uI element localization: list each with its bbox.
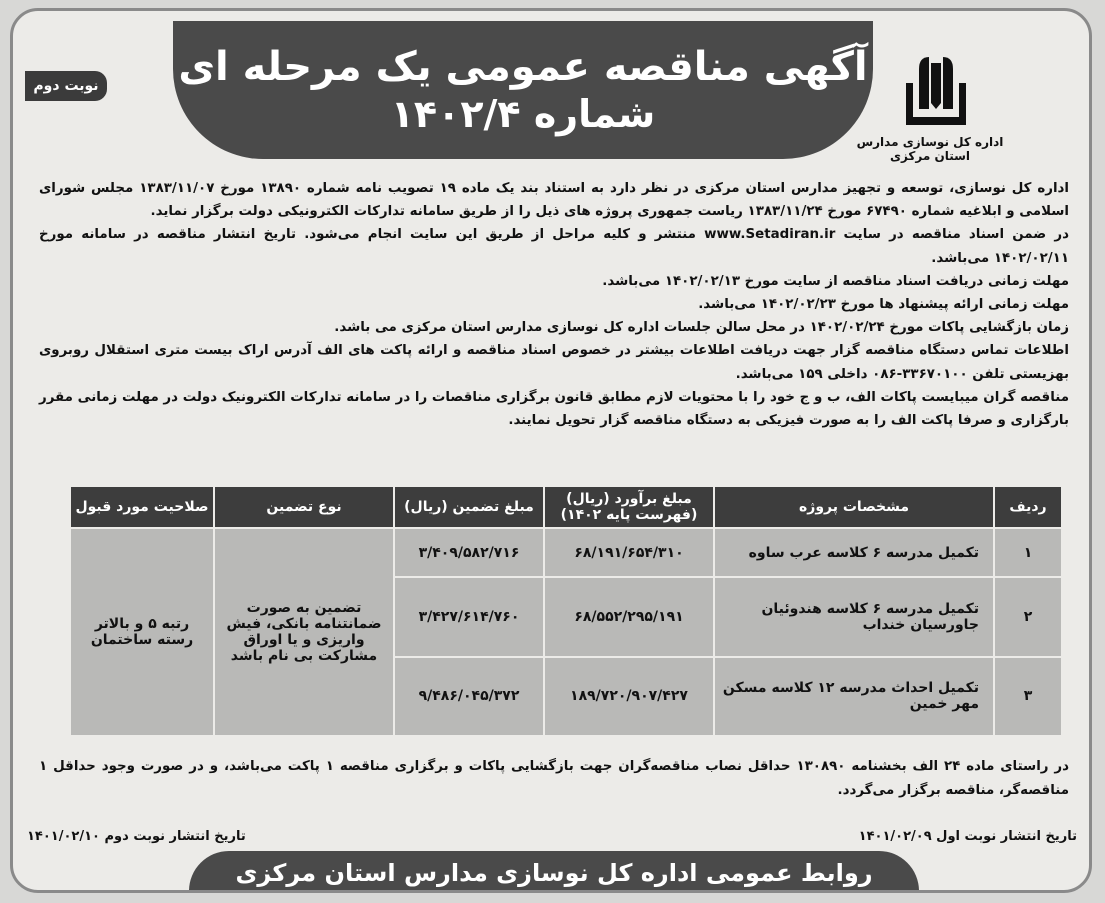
quorum-note: در راستای ماده ۲۴ الف بخشنامه ۱۳۰۸۹۰ حداقل نصاب مناقصه‌گران جهت بازگشایی پاکات و برگزاری مناقصه ۱ پاکت می‌باشد، و در صورت وجود حداقل ۱ مناقصه‌گر، مناقصه برگزار می‌گردد. [39, 759, 1069, 798]
cell-row-number: ۳ [994, 657, 1062, 736]
header-qualification: صلاحیت مورد قبول [70, 486, 214, 528]
paragraph-intro: اداره کل نوسازی، توسعه و تجهیز مدارس استان مرکزی در نظر دارد به استناد بند یک ماده ۱۹ تصویب نامه شماره ۱۳۸۹۰ مورخ ۱۳۸۳/۱۱/۰۷ مجلس شورای اسلامی و ابلاغیه شماره ۶۷۴۹۰ مورخ ۱۳۸۳/۱۱/۲۴ ریاست جمهوری پروژه های ذیل را از طریق سامانه تدارکات الکترونیکی دولت برگزار نماید. [39, 181, 1070, 220]
cell-project: تکمیل مدرسه ۶ کلاسه هندوئیان جاورسیان خنداب [714, 577, 994, 656]
cell-project: تکمیل احداث مدرسه ۱۲ کلاسه مسکن مهر خمین [714, 657, 994, 736]
cell-guarantee-amount: ۳/۴۰۹/۵۸۲/۷۱۶ [394, 528, 544, 577]
tender-table [69, 485, 1063, 737]
header-estimate: مبلغ برآورد (ریال) (فهرست پایه ۱۴۰۲) [544, 486, 714, 528]
paragraph-envelopes: مناقصه گران میبایست پاکات الف، ب و ج خود را با محتویات لازم مطابق قانون برگزاری مناقصات را در سامانه تدارکات الکترونیک دولت در مهلت زمانی مقرر بارگزاری و صرفا پاکت الف را به صورت فیزیکی به دستگاه مناقصه گزار تحویل نمایند. [39, 389, 1069, 429]
cell-guarantee-amount: ۹/۴۸۶/۰۴۵/۳۷۲ [394, 657, 544, 736]
table-row [70, 528, 1062, 577]
footer-public-relations: روابط عمومی اداره کل نوسازی مدارس استان مرکزی [189, 851, 919, 893]
cell-estimate: ۱۸۹/۷۲۰/۹۰۷/۴۲۷ [544, 657, 714, 736]
cell-qualification: رتبه ۵ و بالاتر رسته ساختمان [70, 528, 214, 736]
first-publish-date: تاریخ انتشار نوبت اول ۱۴۰۱/۰۲/۰۹ [858, 829, 1077, 844]
title-banner [173, 21, 873, 159]
organization-logo-icon [901, 53, 971, 131]
paragraph-doc-deadline: مهلت زمانی دریافت اسناد مناقصه از سایت مورخ ۱۴۰۲/۰۲/۱۳ می‌باشد. [602, 273, 1069, 289]
header-guarantee-type: نوع تضمین [214, 486, 394, 528]
organization-name: اداره کل نوسازی مدارس استان مرکزی [856, 135, 1004, 163]
second-publish-date: تاریخ انتشار نوبت دوم ۱۴۰۱/۰۲/۱۰ [27, 829, 246, 844]
header-row-number: ردیف [994, 486, 1062, 528]
paragraph-site: در ضمن اسناد مناقصه در سایت www.Setadiran.ir منتشر و کلیه مراحل از طریق این سایت انجام می‌شود. تاریخ انتشار مناقصه در سامانه مورخ ۱۴۰۲/۰۲/۱۱ می‌باشد. [39, 227, 1069, 266]
cell-row-number: ۲ [994, 577, 1062, 656]
cell-guarantee-type: تضمین به صورت ضمانتنامه بانکی، فیش واریزی و یا اوراق مشارکت بی نام باشد [214, 528, 394, 736]
notice-number: شماره ۱۴۰۲/۴ [390, 92, 656, 136]
cell-project: تکمیل مدرسه ۶ کلاسه عرب ساوه [714, 528, 994, 577]
paragraph-offer-deadline: مهلت زمانی ارائه پیشنهاد ها مورخ ۱۴۰۲/۰۲/۲۳ می‌باشد. [698, 297, 1069, 313]
notice-body [39, 177, 1069, 432]
cell-estimate: ۶۸/۵۵۲/۲۹۵/۱۹۱ [544, 577, 714, 656]
paragraph-opening: زمان بازگشایی پاکات مورخ ۱۴۰۲/۰۲/۲۴ در محل سالن جلسات اداره کل نوسازی مدارس استان مرکزی می باشد. [334, 320, 1069, 336]
cell-guarantee-amount: ۳/۴۲۷/۶۱۴/۷۶۰ [394, 577, 544, 656]
cell-row-number: ۱ [994, 528, 1062, 577]
paragraph-contact: اطلاعات تماس دستگاه مناقصه گزار جهت دریافت اطلاعات بیشتر در خصوص اسناد مناقصه و ارائه پاکت های الف آدرس اراک بیست متری استقلال روبروی بهزیستی تلفن ۳۳۶۷۰۱۰۰-۰۸۶ داخلی ۱۵۹ می‌باشد. [39, 343, 1069, 382]
notice-frame [10, 8, 1092, 893]
nobat-badge: نوبت دوم [25, 71, 107, 101]
cell-estimate: ۶۸/۱۹۱/۶۵۴/۳۱۰ [544, 528, 714, 577]
header-project: مشخصات پروژه [714, 486, 994, 528]
notice-title: آگهی مناقصه عمومی یک مرحله ای [178, 44, 868, 90]
header-guarantee-amount: مبلغ تضمین (ریال) [394, 486, 544, 528]
